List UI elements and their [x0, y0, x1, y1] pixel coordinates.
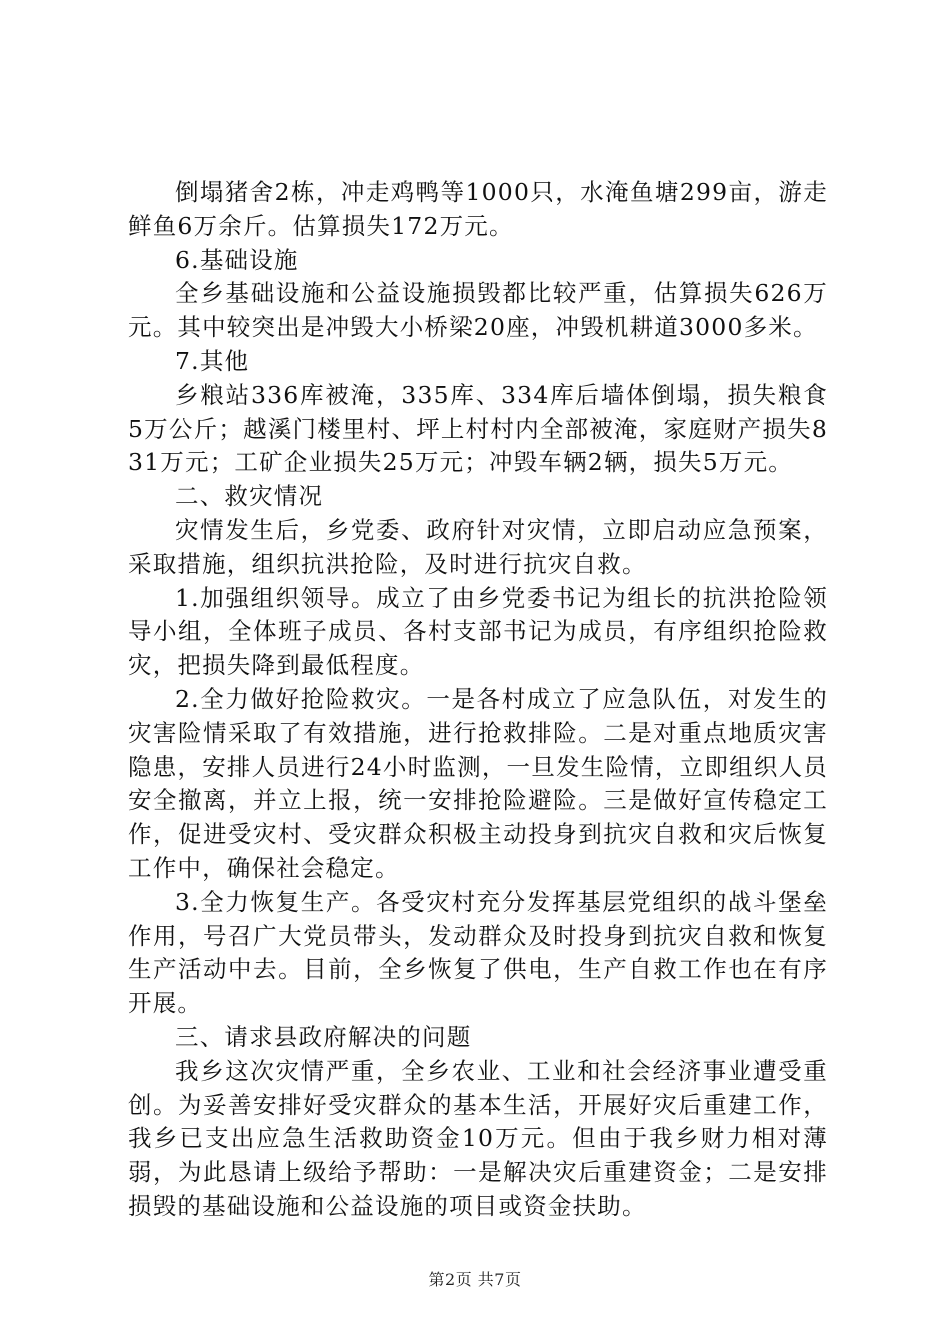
heading-infrastructure: 6.基础设施 [175, 245, 299, 274]
heading-other: 7.其他 [175, 346, 250, 375]
document-body [128, 176, 828, 1224]
heading-relief-situation: 二、救灾情况 [175, 482, 324, 511]
paragraph-relief-organization: 1.加强组织领导。成立了由乡党委书记为组长的抗洪抢险领导小组，全体班子成员、各村支部书记为成员，有序组织抢险救灾，把损失降到最低程度。 [128, 583, 828, 680]
paragraph-relief-rescue: 2.全力做好抢险救灾。一是各村成立了应急队伍，对发生的灾害险情采取了有效措施，进行抢救排险。二是对重点地质灾害隐患，安排人员进行24小时监测，一旦发生险情，立即组织人员安全撤离，并立上报，统一安排抢险避险。三是做好宣传稳定工作，促进受灾村、受灾群众积极主动投身到抗灾自救和灾后恢复工作中，确保社会稳定。 [128, 684, 828, 882]
page-number-footer: 第2页 共7页 [428, 1270, 522, 1289]
paragraph-relief-overview: 灾情发生后，乡党委、政府针对灾情，立即启动应急预案，采取措施，组织抗洪抢险，及时进行抗灾自救。 [128, 515, 828, 578]
paragraph-requests: 我乡这次灾情严重，全乡农业、工业和社会经济事业遭受重创。为妥善安排好受灾群众的基本生活，开展好灾后重建工作，我乡已支出应急生活救助资金10万元。但由于我乡财力相对薄弱，为此恳请上级给予帮助：一是解决灾后重建资金；二是安排损毁的基础设施和公益设施的项目或资金扶助。 [128, 1056, 828, 1220]
paragraph-other-loss: 乡粮站336库被淹，335库、334库后墙体倒塌，损失粮食5万公斤；越溪门楼里村、坪上村村内全部被淹，家庭财产损失831万元；工矿企业损失25万元；冲毁车辆2辆，损失5万元。 [128, 380, 828, 477]
paragraph-relief-production: 3.全力恢复生产。各受灾村充分发挥基层党组织的战斗堡垒作用，号召广大党员带头，发动群众及时投身到抗灾自救和恢复生产活动中去。目前，全乡恢复了供电，生产自救工作也在有序开展。 [128, 887, 828, 1018]
paragraph-infrastructure-loss: 全乡基础设施和公益设施损毁都比较严重，估算损失626万元。其中较突出是冲毁大小桥梁20座，冲毁机耕道3000多米。 [128, 279, 828, 342]
paragraph-livestock-loss: 倒塌猪舍2栋，冲走鸡鸭等1000只，水淹鱼塘299亩，游走鲜鱼6万余斤。估算损失172万元。 [128, 178, 828, 240]
heading-requests: 三、请求县政府解决的问题 [175, 1022, 472, 1051]
